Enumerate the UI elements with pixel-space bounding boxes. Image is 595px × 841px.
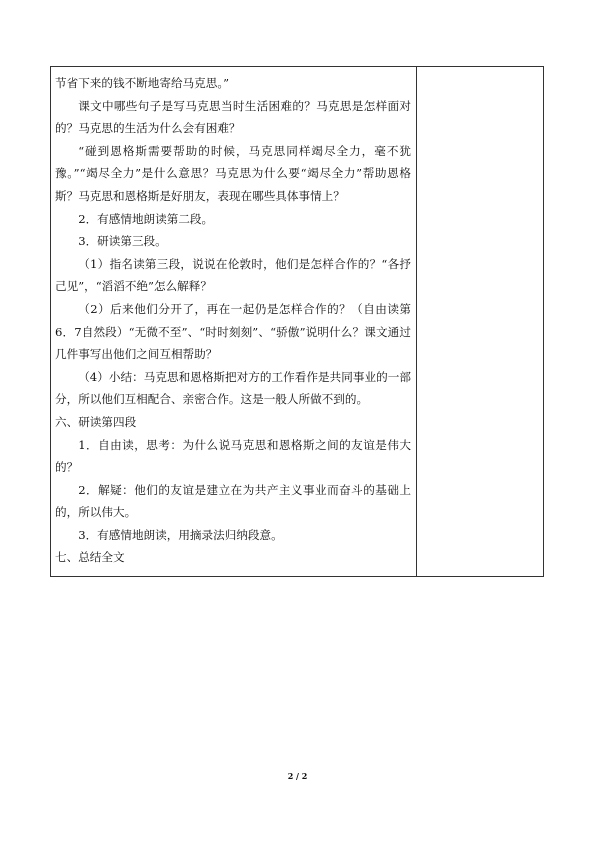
paragraph: 1．自由读，思考：为什么说马克思和恩格斯之间的友谊是伟大的？ <box>55 437 411 475</box>
paragraph: 3．研读第三段。 <box>78 234 167 249</box>
paragraph: （2）后来他们分开了，再在一起仍是怎样合作的？（自由读第6．7自然段）“无微不至”、“时时刻刻”、“骄傲”说明什么？课文通过几件事写出他们之间互相帮助？ <box>55 301 411 362</box>
section-heading: 七、总结全文 <box>55 550 125 565</box>
paragraph: 2．解疑：他们的友谊是建立在为共产主义事业而奋斗的基础上的，所以伟大。 <box>55 482 411 520</box>
paragraph: 节省下来的钱不断地寄给马克思。” <box>55 76 230 90</box>
paragraph: （1）指名读第三段，说说在伦敦时，他们是怎样合作的？“各抒己见”，“滔滔不绝”怎么解释？ <box>55 256 411 294</box>
section-heading: 六、研读第四段 <box>55 414 137 429</box>
paragraph: 课文中哪些句子是写马克思当时生活困难的？马克思是怎样面对的？马克思的生活为什么会有困难？ <box>55 98 411 136</box>
paragraph: 3．有感情地朗读，用摘录法归纳段意。 <box>78 527 283 542</box>
page-number: 2 / 2 <box>287 771 308 781</box>
paragraph: 2．有感情地朗读第二段。 <box>78 211 214 226</box>
paragraph: （4）小结：马克思和恩格斯把对方的工作看作是共同事业的一部分，所以他们互相配合、亲密合作。这是一般人所做不到的。 <box>55 369 411 407</box>
lesson-content <box>55 72 411 569</box>
table-column-divider <box>416 66 417 577</box>
paragraph: “碰到恩格斯需要帮助的时候，马克思同样竭尽全力，毫不犹豫。”“竭尽全力”是什么意思？马克思为什么要“竭尽全力”帮助恩格斯？马克思和恩格斯是好朋友，表现在哪些具体事情上？ <box>55 143 411 203</box>
